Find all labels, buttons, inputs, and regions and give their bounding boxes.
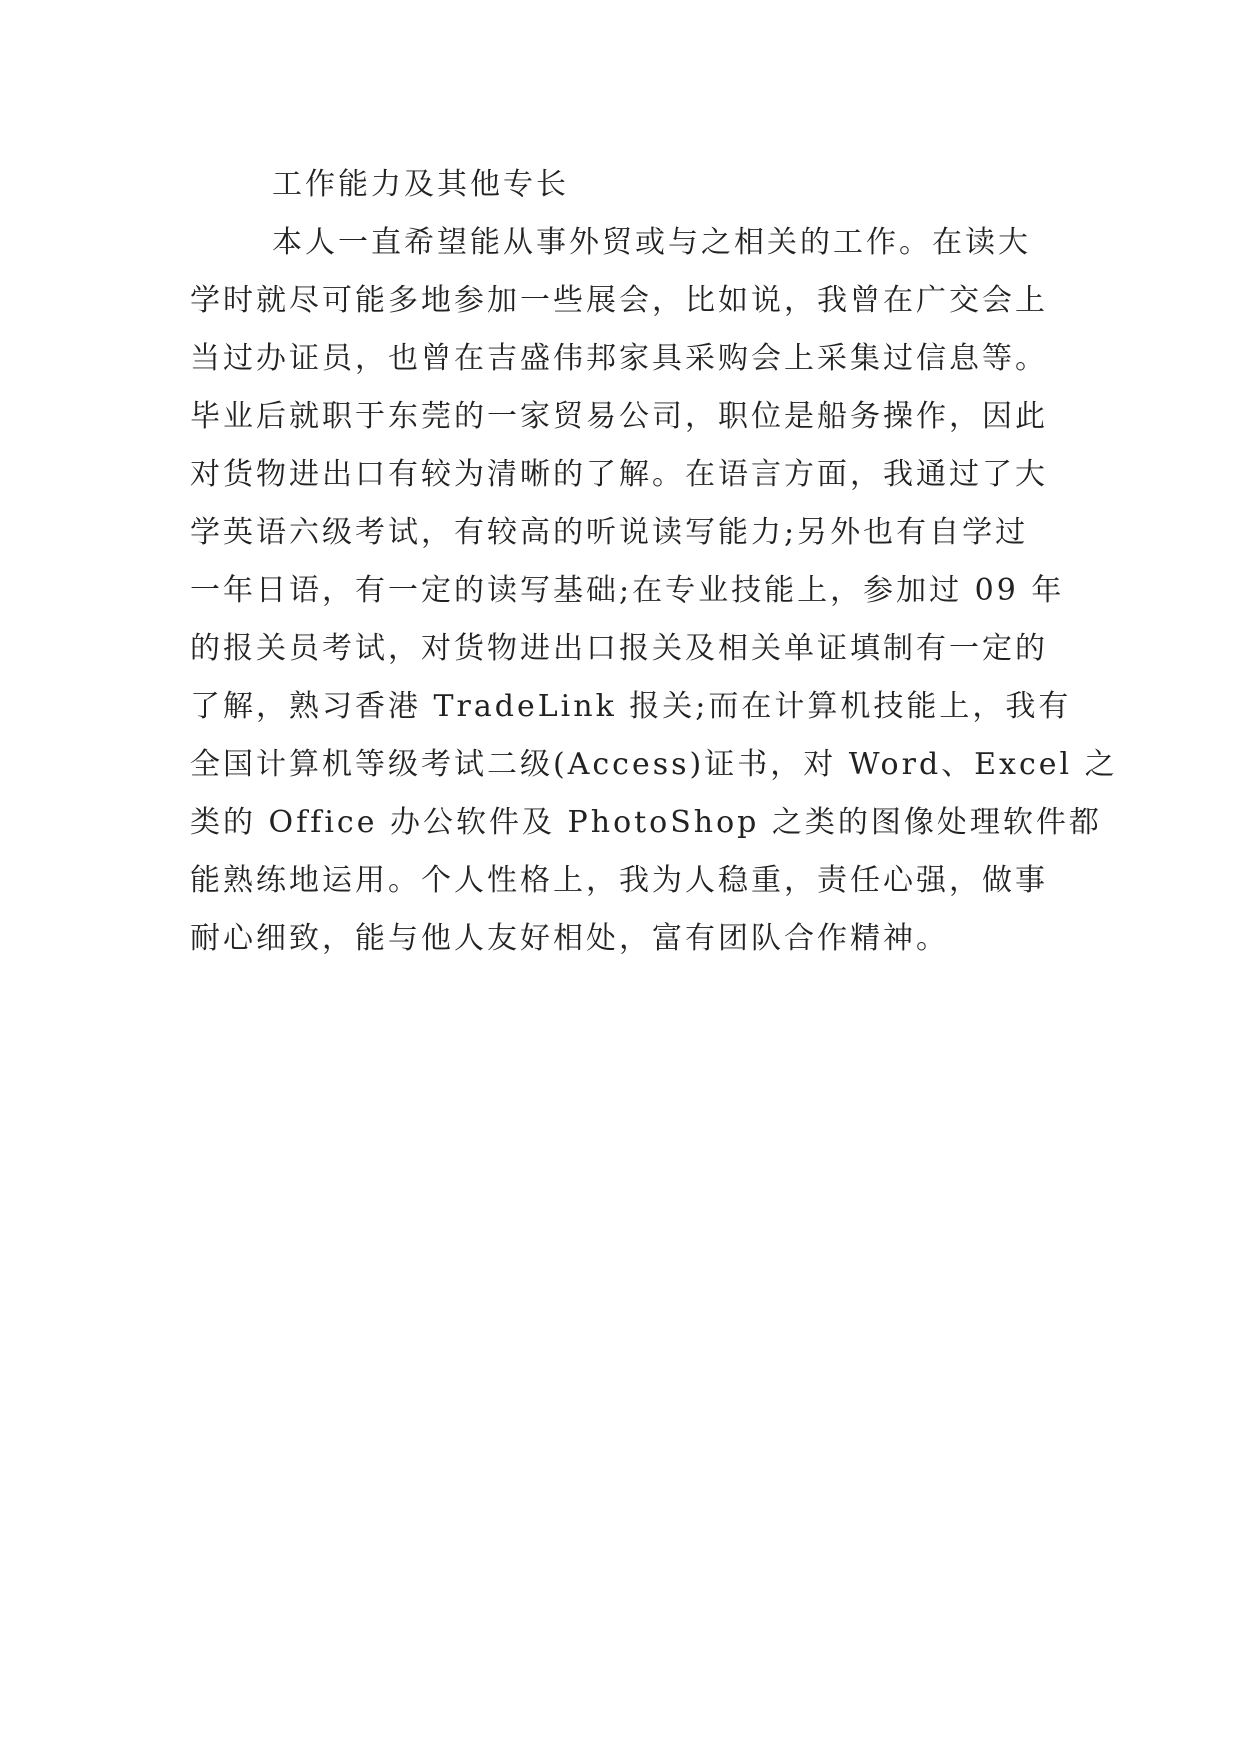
paragraph-line: 能熟练地运用。个人性格上，我为人稳重，责任心强，做事 (190, 863, 1048, 898)
paragraph-line: 对货物进出口有较为清晰的了解。在语言方面，我通过了大 (190, 457, 1048, 492)
paragraph-line: 类的 Office 办公软件及 PhotoShop 之类的图像处理软件都 (190, 805, 1102, 840)
paragraph-line: 一年日语，有一定的读写基础;在专业技能上，参加过 09 年 (190, 573, 1065, 608)
paragraph-line: 本人一直希望能从事外贸或与之相关的工作。在读大 (272, 225, 1031, 260)
paragraph-line: 的报关员考试，对货物进出口报关及相关单证填制有一定的 (190, 631, 1048, 666)
section-heading: 工作能力及其他专长 (272, 167, 569, 202)
paragraph-line: 毕业后就职于东莞的一家贸易公司，职位是船务操作，因此 (190, 399, 1048, 434)
document-body (190, 156, 1118, 968)
paragraph-line: 全国计算机等级考试二级(Access)证书，对 Word、Excel 之 (190, 747, 1118, 782)
paragraph-line: 学时就尽可能多地参加一些展会，比如说，我曾在广交会上 (190, 283, 1048, 318)
paragraph-line: 了解，熟习香港 TradeLink 报关;而在计算机技能上，我有 (190, 689, 1072, 724)
paragraph-line: 当过办证员，也曾在吉盛伟邦家具采购会上采集过信息等。 (190, 341, 1048, 376)
paragraph-line: 学英语六级考试，有较高的听说读写能力;另外也有自学过 (190, 515, 1029, 550)
paragraph-line: 耐心细致，能与他人友好相处，富有团队合作精神。 (190, 921, 949, 956)
